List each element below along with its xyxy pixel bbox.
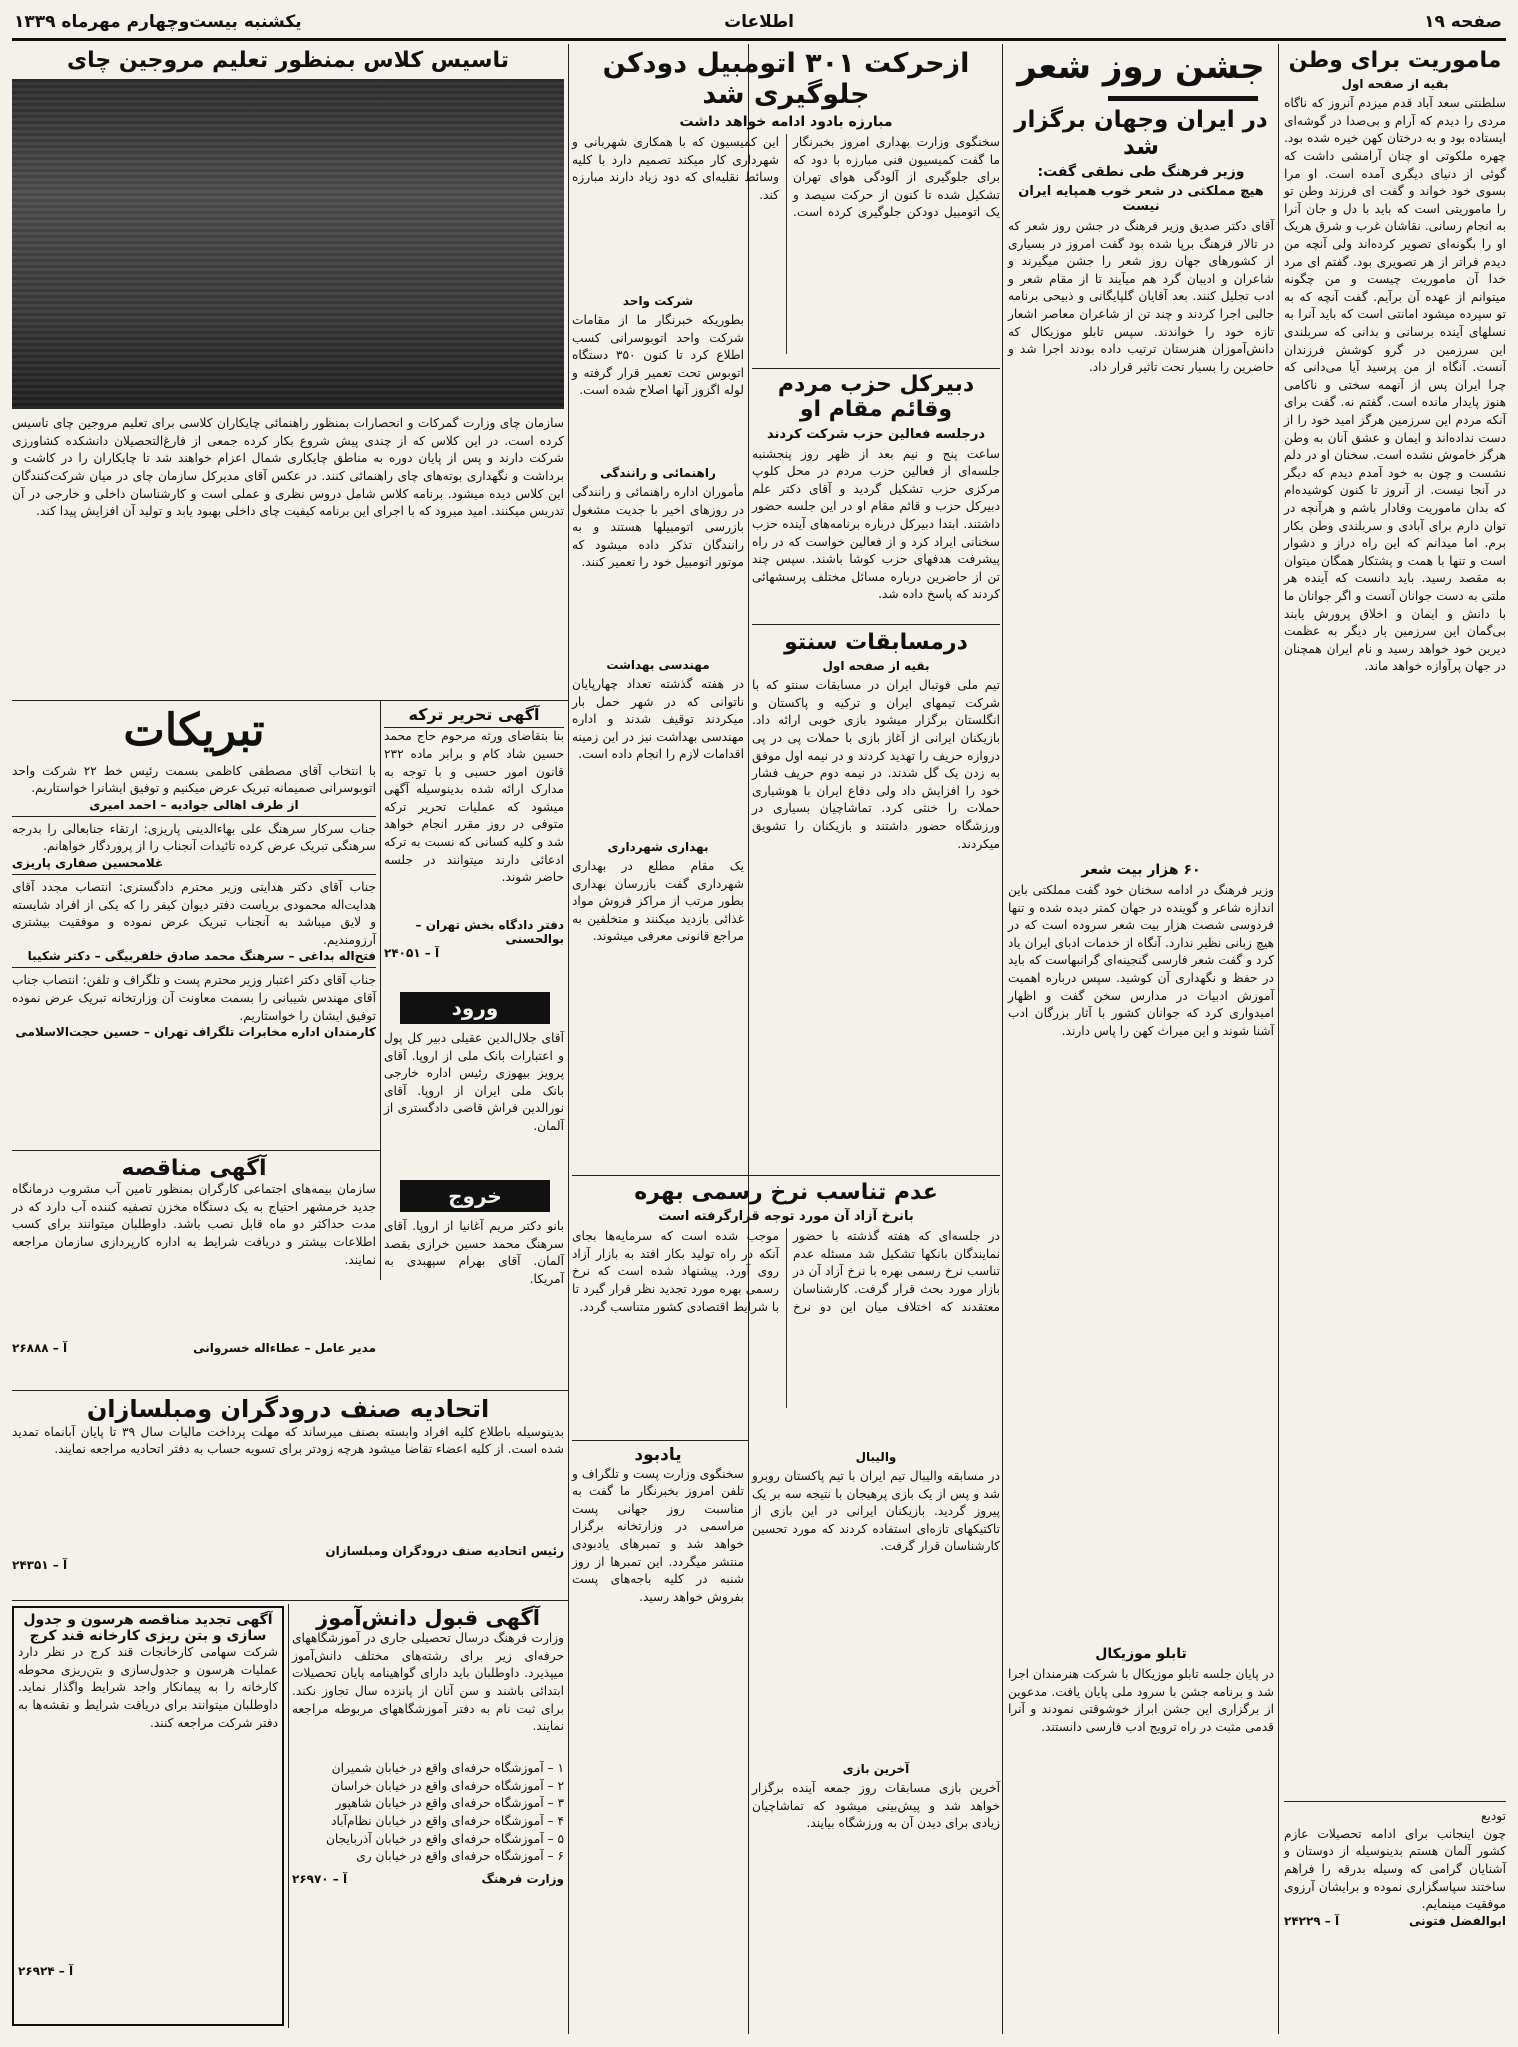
article-cento-continued [752, 1446, 1000, 2026]
continued-label: بقیه از صفحه اول [1341, 77, 1449, 92]
ad-code: آ – ۲۶۹۷۰ [292, 1871, 348, 1886]
issue-date: یکشنبه بیست‌وچهارم مهرماه ۱۳۳۹ [14, 12, 302, 32]
subhead-musical: تابلو موزیکال [1095, 1645, 1187, 1662]
congratulations-section [12, 706, 376, 1146]
headline-party: دبیرکل حزب مردم وقائم مقام او [777, 372, 975, 423]
article-smoke-body: سخنگوی وزارت بهداری امروز بخبرنگار ما گفت کمیسیون فنی مبارزه با دود که برای جلوگیری از آلودگی هوای تهران تشکیل شده تا کنون از حرکت سیصد و یک اتومبیل دودکن جلوگیری کرده است. این کمیسیون که با همکاری شهربانی و شهرداری کار میکند تصمیم دارد با کلیه وسائط نقلیه‌ای که دود زیاد دارند مبارزه کند. [572, 135, 1000, 220]
subhead-traffic: راهنمائی و رانندگی [600, 466, 716, 480]
ad-renewed-tender [12, 1606, 284, 2026]
ad-code: آ – ۲۶۸۸۸ [12, 1341, 68, 1356]
departures-title: خروج [400, 1180, 550, 1212]
article-poetry-body-3: در پایان جلسه تابلو موزیکال با شرکت هنرمندان اجرا شد و برنامه جشن با سرود ملی پایان یافت. مدعوین از برگزاری این جشن ابراز خوشوقتی نمودند و آنرا قدمی مثبت در راه ترویج ادب فارسی دانستند. [1008, 1666, 1274, 1734]
subhead-municipal-health: بهداری شهرداری [607, 840, 709, 854]
ad-renewed-body: شرکت سهامی کارخانجات قند کرج در نظر دارد عملیات هرسون و جدول‌سازی و بتن‌ریزی محوطه کارخانه را به پیمانکار واجد شرایط واگذار نماید. داوطلبان میتوانند برای دریافت شرایط و نقشه‌ها به دفتر شرکت مراجعه کنند. [18, 1645, 278, 1730]
volleyball-body: در مسابقه والیبال تیم ایران با تیم پاکستان روبرو شد و پس از یک بازی پرهیجان با نتیجه سه بر یک پیروز گردید. بازیکنان ایرانی در این بازی از تاکتیکهای تازه‌ای استفاده کردند که مورد تحسین کارشناسان قرار گرفت. [752, 1469, 1000, 1554]
ad-code: آ – ۲۶۹۲۴ [18, 1964, 74, 1979]
subhead-interest: بانرخ آزاد آن مورد توجه قرارگرفته است [658, 1209, 914, 1225]
headline-poetry-day: جشن روز شعر [1017, 47, 1265, 87]
ad-school-title: آگهی قبول دانش‌آموز [316, 1606, 540, 1630]
ad-carpenters-union [12, 1396, 564, 1596]
farewell-notice: تودیع چون اینجانب برای ادامه تحصیلات عازم کشور آلمان هستم بدینوسیله از دوستان و آشنایان گرامی که وسیله بدرقه را فراهم ساختند سپاسگزاری نموده و برایشان آرزوی موفقیت مینمایم. [1284, 1809, 1506, 1912]
sanitation-body: در هفته گذشته تعداد چهارپایان ناتوانی که در شهر حمل بار میکردند توقیف شدند و اداره مهندسی بهداشت نیز در این زمینه اقدامات لازم را انجام داده است. [572, 677, 744, 762]
ad-estate-title: آگهی تحریر ترکه [384, 706, 564, 728]
headline-underline [1108, 96, 1258, 101]
congratulation-item: جناب سرکار سرهنگ علی بهاءالدینی پاریزی: ارتقاء جنابعالی را بدرجه سرهنگی تبریک عرض کرده تائیدات آنجناب را از پروردگار خواهانم. غلامحسین صفاری پاریزی [12, 821, 376, 870]
subhead-minister: وزیر فرهنگ طی نطقی گفت: [1037, 163, 1245, 180]
ad-school-signature: وزارت فرهنگ [481, 1871, 564, 1886]
headline-mission: ماموریت برای وطن [1288, 48, 1502, 73]
headline-memorial: یادبود [634, 1445, 682, 1465]
ad-renewed-title: آگهی تجدید مناقصه هرسون و جدول سازی و بتن ریزی کارخانه قند کرج [23, 1612, 273, 1645]
headline-tea-class: تاسیس کلاس بمنظور تعلیم مروجین چای [66, 48, 510, 73]
ad-code: آ – ۲۴۳۵۱ [12, 1557, 68, 1572]
subhead-sanitation: مهندسی بهداشت [606, 658, 710, 672]
school-list-item: ۶ – آموزشگاه حرفه‌ای واقع در خیابان ری [356, 1849, 564, 1864]
congratulation-item: جناب آقای دکتر هدایتی وزیر محترم دادگستری: انتصاب مجدد آقای هدایت‌اله محمودی بریاست دفتر دیوان کیفر را که یکی از افراد شایسته و لایق میباشد به آنجناب تبریک عرض نموده و موفقیت بیشتری آرزومندیم. فتح‌اله بداغی – سرهنگ محمد صادق خلفربیگی – دکتر شکیبا [12, 879, 376, 964]
column-mission [1284, 48, 1506, 2028]
article-tea-body: سازمان چای وزارت گمرکات و انحصارات بمنظور راهنمائی چایکاران کلاسی برای تعلیم مروجین چای تاسیس کرده است. در این کلاس که از چندی پیش شروع بکار کرده جمعی از فارغ‌التحصیلان دانشکده کشاورزی شرکت دارند و پس از پایان دوره به مناطق چایکاری شمال اعزام خواهند شد تا چایکاران را در کاشت و برداشت و نگهداری بوته‌های چای راهنمائی کنند. در عکس آقای مدیرکل سازمان چای در میان شرکت‌کنندگان این کلاس دیده میشود. برنامه کلاس شامل دروس نظری و عملی است و کارشناسان داخلی و خارجی در آن تدریس میکنند. امید میرود که با اجرای این برنامه کیفیت چای داخلی بهبود یابد و تولید آن افزایش پیدا کند. [12, 416, 564, 519]
ad-student-admission [292, 1606, 564, 2026]
column-poetry [1008, 48, 1274, 2028]
ad-code: آ – ۲۴۰۵۱ [384, 946, 440, 961]
column-divider [380, 700, 381, 1280]
ad-union-title: اتحادیه صنف درودگران ومبلسازان [86, 1395, 490, 1423]
article-poetry-body-2: وزیر فرهنگ در ادامه سخنان خود گفت مملکتی باین اندازه شاعر و گوینده در جهان کمتر دیده شده و تنها فردوسی شصت هزار بیت شعر سروده است که در هیچ زبانی نظیر ندارد. آنگاه از خدمات ادبای ایران یاد کرد و گفت شعر فارسی گنجینه‌ای گرانبهاست که باید در حفظ و نگهداری آن کوشید. سپس درباره اهمیت آموزش ادبیات در مدارس سخن گفت و اظهار امیدواری کرد که جوانان کشور با آثار بزرگان ادب آشنا شوند و این میراث کهن را پاس دارند. [1008, 882, 1274, 1038]
farewell-signature [1284, 1914, 1506, 1928]
group-photo [12, 79, 564, 409]
subhead-last-game: آخرین بازی [842, 1762, 910, 1776]
bus-company-body: بطوریکه خبرنگار ما از مقامات شرکت واحد اتوبوسرانی کسب اطلاع کرد تا کنون ۳۵۰ دستگاه اتوبوس تحت تعمیر قرار گرفته و لوله اگزوز آنها اصلاح شده است. [572, 313, 744, 398]
headline-interest: عدم تناسب نرخ رسمی بهره [634, 1180, 938, 1205]
ad-tender-body: سازمان بیمه‌های اجتماعی کارگران بمنظور تامین آب مشروب درمانگاه جدید خرمشهر احتیاج به یک دستگاه مخزن تصفیه کننده آب دارد که در مدت حداکثر دو ماه قابل نصب باشد. داوطلبان میتوانند برای کسب اطلاعات بیشتر و دریافت شرایط به اداره کارپردازی سازمان مراجعه نمایند. [12, 1182, 376, 1267]
congratulations-title: تبریکات [123, 705, 265, 756]
subhead-quote: هیچ مملکتی در شعر خوب همپایه ایران نیست [1018, 183, 1264, 214]
congratulation-item: با انتخاب آقای مصطفی کاظمی بسمت رئیس خط ۲۲ شرکت واحد اتوبوسرانی صمیمانه تبریک عرض میکنیم و توفیق ایشانرا خواستاریم. از طرف اهالی جوادیه – احمد امیری [12, 763, 376, 812]
subhead-party: درجلسه فعالین حزب شرکت کردند [766, 426, 986, 442]
article-interest-body: در جلسه‌ای که هفته گذشته با حضور نمایندگان بانکها تشکیل شد مسئله عدم تناسب نرخ رسمی بهره با نرخ آزاد آن در بازار مورد بحث قرار گرفت. کارشناسان معتقدند که اختلاف میان این دو نرخ موجب شده است که سرمایه‌ها بجای آنکه در راه تولید بکار افتد به بازار آزاد روی آورد. پیشنهاد شده است که نرخ رسمی بهره مورد تجدید نظر قرار گیرد تا با شرایط اقتصادی کشور متناسب گردد. [572, 1229, 1000, 1314]
subhead-bus-company: شرکت واحد [622, 294, 694, 308]
headline-smoke-cars: ازحرکت ۳۰۱ اتومبیل دودکن جلوگیری شد [602, 48, 970, 111]
congratulation-item: جناب آقای دکتر اعتبار وزیر محترم پست و تلگراف و تلفن: انتصاب جناب آقای مهندس شیبانی را بسمت معاونت آن وزارتخانه تبریک عرض نموده توفیق ایشان را خواستاریم. کارمندان اداره مخابرات تلگراف تهران – حسین حجت‌الاسلامی [12, 973, 376, 1040]
page-number: صفحه ۱۹ [1424, 12, 1502, 32]
ad-union-signature: رئیس اتحادیه صنف درودگران ومبلسازان [325, 1543, 564, 1558]
continued-label: بقیه از صفحه اول [822, 659, 930, 674]
subhead-volleyball: والیبال [855, 1450, 897, 1464]
school-list-item: ۵ – آموزشگاه حرفه‌ای واقع در خیابان آذربایجان [325, 1831, 564, 1846]
last-game-body: آخرین بازی مسابقات روز جمعه آینده برگزار خواهد شد و پیش‌بینی میشود که تماشاچیان زیادی برای دیدن آن به ورزشگاه بیایند. [752, 1781, 1000, 1831]
subhead-verses: ۶۰ هزار بیت شعر [1081, 861, 1201, 878]
article-smoke-continued [572, 290, 744, 1170]
paper-name: اطلاعات [724, 12, 794, 32]
ad-school-body: وزارت فرهنگ درسال تحصیلی جاری در آموزشگاههای حرفه‌ای زیر برای رشته‌های مختلف دانش‌آموز میپذیرد. داوطلبان باید دارای گواهینامه پایان تحصیلات ابتدائی باشند و سن آنان از پانزده سال تجاوز نکند. برای ثبت نام به دفتر آموزشگاههای مربوطه مراجعه نمایند. [292, 1631, 564, 1734]
article-tea-class [12, 48, 564, 698]
departures-body: بانو دکتر مریم آغانیا از اروپا. آقای سرهنگ محمد حسین خرازی بقصد آلمان. آقای بهرام سپهبدی به آمریکا. [384, 1219, 564, 1286]
school-list-item: ۳ – آموزشگاه حرفه‌ای واقع در خیابان شاهپور [335, 1796, 564, 1811]
farewell-signer: ابوالفضل فتونی [1408, 1913, 1506, 1928]
article-poetry-body: آقای دکتر صدیق وزیر فرهنگ در جشن روز شعر که در تالار فرهنگ برپا شده بود گفت امروز در بسیاری از کشورهای جهان روز شعر را جشن میگیرند و شاعران و ادیبان گرد هم میآیند تا از مقام شعر و ادب تجلیل کنند. بعد آقایان گلپایگانی و ذبیحی برنامه جالبی اجرا کردند و چند تن از شاعران معاصر اشعار تازه خود را خواندند. سپس تابلو موزیکال که دانش‌آموزان هنرستان ترتیب داده بودند اجرا شد و حاضرین را بسیار تحت تاثیر قرار داد. [1008, 218, 1274, 374]
masthead-rule [12, 38, 1506, 41]
ad-tender-title: آگهی مناقصه [121, 1156, 267, 1181]
ad-code: آ – ۲۴۲۲۹ [1284, 1913, 1340, 1928]
school-list-item: ۴ – آموزشگاه حرفه‌ای واقع در خیابان نظام‌آباد [331, 1813, 564, 1828]
arrivals-title: ورود [400, 992, 550, 1024]
ad-union-body: بدینوسیله باطلاع کلیه افراد وابسته بصنف میرساند که مهلت پرداخت مالیات سال ۳۹ تا پایان آبانماه تمدید شده است. از کلیه اعضاء تقاضا میشود هرچه زودتر برای تسویه حساب به دفتر اتحادیه مراجعه نمایند. [12, 1424, 564, 1457]
headline-poetry-sub: در ایران وجهان برگزار شد [1014, 107, 1268, 160]
article-interest-rate [572, 1180, 1000, 1436]
ad-tender-signature: مدیر عامل – عطاءاله خسروانی [193, 1341, 376, 1356]
column-divider [568, 44, 569, 2034]
article-party [752, 372, 1000, 622]
article-mission-body: سلطنتی سعد آباد قدم میزدم آنروز که ناگاه مردی را دیدم که آرام و بی‌صدا در گوشه‌ای ایستاده بود و به درختان کهن خیره شده بود. چهره ملکوتی او چنان آرامشی داشت که گوئی از دنیای دیگری آمده است. او مرا بسوی خود خواند و گفت ای فرزند وطن تو را ماموریتی است که باید با دل و جان آنرا به انجام رسانی. نقاشان غرب و شرق هریک او را بگونه‌ای تصویر کرده‌اند ولی آنچه من دیدم فراتر از هر تصویری بود. گفتم ای مرد خدا آن ماموریت چیست و من چگونه میتوانم از عهده آن برآیم. گفت آنچه که به تو سپرده میشود امانتی است که باید آنرا به نسلهای آینده برسانی و بدانی که سربلندی این سرزمین در گرو کوشش فرزندان آنست. آنگاه از من پرسید آیا می‌دانی که چرا ایران پس از آنهمه سختی و ناکامی هنوز پایدار مانده است. گفتم نه. گفت برای آنکه مردم این سرزمین هرگز امید خود را از دست نداده‌اند و ایمان و عشق آنان به وطن هرگز خاموش نشده است. سخنان او در دلم نشست و چون به خود آمدم دیدم که دیگر در آنجا نیست. از آنروز تا کنون کوشیده‌ام که بدان ماموریت وفادار باشم و هرآنچه در توان دارم برای آبادی و سربلندی وطن بکار برم. اما میدانم که این راه دراز و دشوار است و تنها با همت و پشتکار همگان میتوان به مقصد رسید. باید دانست که آینده هر ملتی به دست جوانان آنست و اگر جوانان ما با دانش و ایمان و اخلاق پرورش یابند بی‌گمان این سرزمین بار دیگر به عظمت دیرین خود خواهد رسید و نام ایران همچنان در جهان پرآوازه خواهد ماند. [1284, 96, 1506, 674]
article-memorial [572, 1446, 744, 1606]
school-list-item: ۲ – آموزشگاه حرفه‌ای واقع در خیابان خراسان [331, 1778, 564, 1793]
ad-estate-signature: دفتر دادگاه بخش تهران – بوالحسنی [415, 918, 564, 947]
article-party-body: ساعت پنج و نیم بعد از ظهر روز پنجشنبه جلسه‌ای از فعالین حزب مردم در محل کلوپ مرکزی حزب تشکیل گردید و آقای دکتر علم دبیرکل حزب و قائم مقام او در این جلسه حضور داشتند. ابتدا دبیرکل درباره برنامه‌های آینده حزب سخنانی ایراد کرد و از فعالین خواست که در راه پیشرفت هدفهای حزب کوشا باشند. سپس چند تن از حاضرین درباره مسائل مختلف پرسشهائی کردند که پاسخ داده شد. [752, 446, 1000, 602]
municipal-health-body: یک مقام مطلع در بهداری شهرداری گفت بازرسان بهداری بطور مرتب از مراکز فروش مواد غذائی بازدید میکنند و متخلفین به مراجع قانونی معرفی میشوند. [572, 859, 744, 944]
arrivals-body: آقای جلال‌الدین عقیلی دبیر کل پول و اعتبارات بانک ملی از اروپا. آقای پرویز بیهوزی رئیس اداره خارجی بانک ملی ایران از اروپا. آقای نورالدین فراش قاضی دادگستری از آلمان. [384, 1031, 564, 1133]
headline-cento: درمسابقات سنتو [784, 630, 968, 655]
article-cento-games [752, 630, 1000, 1130]
column-divider [1278, 44, 1279, 2034]
subhead-smoke: مبارزه بادود ادامه خواهد داشت [679, 114, 893, 131]
ad-tender [12, 1156, 376, 1386]
article-memorial-body: سخنگوی وزارت پست و تلگراف و تلفن امروز بخبرنگار ما گفت به مناسبت روز جهانی پست مراسمی در وزارتخانه برگزار خواهد شد و تمبرهای یادبودی منتشر میگردد. این تمبرها از روز شنبه در کلیه باجه‌های پست بفروش خواهد رسید. [572, 1466, 744, 1604]
ad-estate-inventory [384, 706, 564, 988]
article-cento-body: تیم ملی فوتبال ایران در مسابقات سنتو که با شرکت تیمهای ایران و ترکیه و پاکستان و انگلستان برگزار میشود بازی خوبی ارائه داد. بازیکنان ایرانی از آغاز بازی با حملات پی در پی دروازه حریف را تهدید کردند و در نیمه اول موفق به زدن یک گل شدند. در نیمه دوم حریف فشار خود را افزایش داد ولی دفاع ایران با هوشیاری حملات را خنثی کرد. تماشاچیان بسیاری در ورزشگاه حضور داشتند و بازیکنان را تشویق میکردند. [752, 678, 1000, 851]
column-divider [1002, 44, 1003, 2034]
school-list-item: ۱ – آموزشگاه حرفه‌ای واقع در خیابان شمیران [331, 1761, 564, 1776]
ad-estate-body: بنا بتقاضای ورثه مرحوم حاج محمد حسین شاد کام و برابر ماده ۲۳۲ قانون امور حسبی و با توجه به مدارک ارائه شده بدینوسیله آگهی میشود که عملیات تحریر ترکه متوفی در روز مقرر انجام خواهد شد و کلیه کسانی که نسبت به ترکه ادعائی دارند میتوانند در جلسه حاضر شوند. [384, 729, 564, 885]
traffic-body: مأموران اداره راهنمائی و رانندگی در روزهای اخیر با جدیت مشغول بازرسی اتومبیلها هستند و به رانندگان تذکر داده میشود که موتور اتومبیل خود را تعمیر کنند. [572, 485, 744, 570]
